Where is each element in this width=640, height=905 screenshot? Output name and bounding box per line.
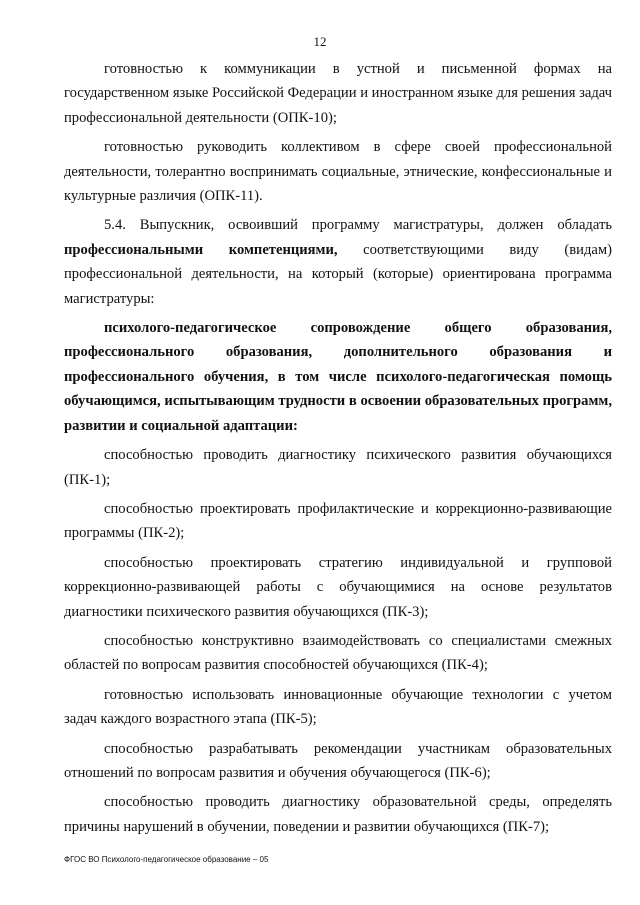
document-body xyxy=(64,57,612,839)
competency-pk-7: способностью проводить диагностику образовательной среды, определять причины нарушений в обучении, поведении и развитии обучающихся (ПК-7); xyxy=(64,794,612,835)
paragraph-5-4-intro: 5.4. Выпускник, освоивший программу магистратуры, должен обладать xyxy=(104,217,612,234)
competency-pk-6: способностью разрабатывать рекомендации участникам образовательных отношений по вопросам развития и обучения обучающегося (ПК-6); xyxy=(64,740,612,781)
competency-pk-4: способностью конструктивно взаимодействовать со специалистами смежных областей по вопросам развития способностей обучающихся (ПК-4); xyxy=(64,632,612,674)
paragraph-5-4-rest: соответствующими виду (видам) профессиональной деятельности, на который (которые) ориентирована программа магистратуры: xyxy=(64,241,612,307)
competency-pk-3: способностью проектировать стратегию индивидуальной и групповой коррекционно-развивающей работы с обучающимися на основе результатов диагностики психического развития обучающихся (ПК-3); xyxy=(64,554,612,620)
paragraph-opk-10: готовностью к коммуникации в устной и письменной формах на государственном языке Российской Федерации и иностранном языке для решения задач профессиональной деятельности (ОПК-10); xyxy=(64,61,612,126)
page-number: 12 xyxy=(313,34,327,49)
page-footer: ФГОС ВО Психолого-педагогическое образование – 05 xyxy=(64,855,269,864)
competency-pk-1: способностью проводить диагностику психического развития обучающихся (ПК-1); xyxy=(64,447,612,488)
paragraph-opk-11: готовностью руководить коллективом в сфере своей профессиональной деятельности, толерантно воспринимать социальные, этнические, конфессиональные и культурные различия (ОПК-11). xyxy=(64,139,612,205)
activity-type-heading: психолого-педагогическое сопровождение общего образования, профессионального образования, дополнительного образования и профессионального обучения, в том числе психолого-педагогическая помощь обучающимся, испытывающим трудности в освоении образовательных программ, развитии и социальной адаптации: xyxy=(64,320,612,434)
paragraph-5-4 xyxy=(64,213,612,311)
competency-pk-2: способностью проектировать профилактические и коррекционно-развивающие программы (ПК-2); xyxy=(64,500,612,542)
professional-competencies-term: профессиональными компетенциями, xyxy=(64,241,338,258)
competency-pk-5: готовностью использовать инновационные обучающие технологии с учетом задач каждого возрастного этапа (ПК-5); xyxy=(64,686,612,728)
